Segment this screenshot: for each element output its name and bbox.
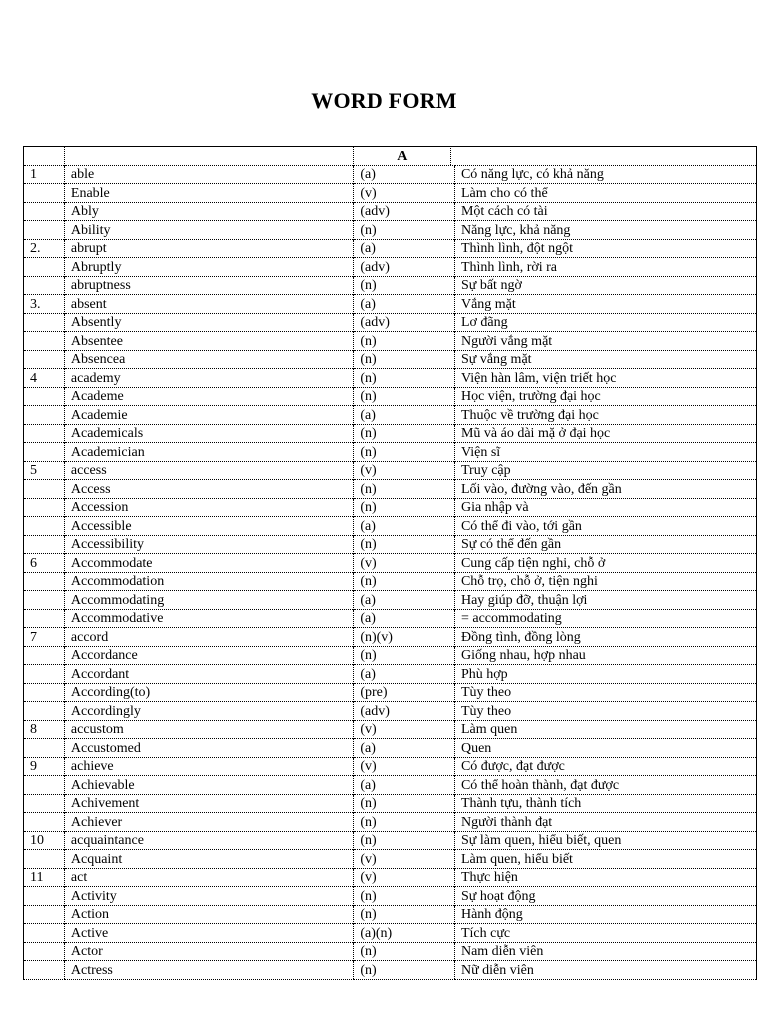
table-row [24, 942, 757, 961]
meaning-cell: Lối vào, đường vào, đến gần [454, 480, 756, 499]
part-of-speech-cell: (v) [354, 868, 455, 887]
entry-number [24, 221, 65, 240]
table-row [24, 443, 757, 462]
entry-number [24, 202, 65, 221]
word-cell: access [64, 461, 353, 480]
part-of-speech-cell: (adv) [354, 202, 455, 221]
table-row [24, 831, 757, 850]
word-cell: Accessible [64, 517, 353, 536]
section-letter: A [397, 148, 408, 164]
table-row [24, 776, 757, 795]
table-row [24, 498, 757, 517]
entry-number: 3. [24, 295, 65, 314]
part-of-speech-cell: (n) [354, 276, 455, 295]
entry-number [24, 184, 65, 203]
entry-number: 2. [24, 239, 65, 258]
header-cell-empty [450, 148, 756, 165]
table-row [24, 591, 757, 610]
meaning-cell: = accommodating [454, 609, 756, 628]
entry-number [24, 350, 65, 369]
word-cell: Academician [64, 443, 353, 462]
table-row [24, 961, 757, 980]
part-of-speech-cell: (a) [354, 517, 455, 536]
part-of-speech-cell: (a) [354, 406, 455, 425]
word-cell: accord [64, 628, 353, 647]
page-title: WORD FORM [311, 88, 457, 113]
meaning-cell: Thuộc về trường đại học [454, 406, 756, 425]
part-of-speech-cell: (v) [354, 757, 455, 776]
meaning-cell: Sự hoạt động [454, 887, 756, 906]
meaning-cell: Người thành đạt [454, 813, 756, 832]
word-cell: Action [64, 905, 353, 924]
meaning-cell: Nam diễn viên [454, 942, 756, 961]
table-row [24, 720, 757, 739]
word-cell: Accommodate [64, 554, 353, 573]
entry-number: 5 [24, 461, 65, 480]
word-cell: According(to) [64, 683, 353, 702]
word-cell: academy [64, 369, 353, 388]
table-row [24, 276, 757, 295]
meaning-cell: Lơ đãng [454, 313, 756, 332]
entry-number [24, 535, 65, 554]
part-of-speech-cell: (a) [354, 776, 455, 795]
part-of-speech-cell: (a) [354, 165, 455, 184]
table-row [24, 258, 757, 277]
meaning-cell: Quen [454, 739, 756, 758]
part-of-speech-cell: (n) [354, 443, 455, 462]
meaning-cell: Thình lình, đột ngột [454, 239, 756, 258]
part-of-speech-cell: (n) [354, 535, 455, 554]
part-of-speech-cell: (n) [354, 387, 455, 406]
entry-number [24, 313, 65, 332]
part-of-speech-cell: (a) [354, 609, 455, 628]
meaning-cell: Năng lực, khả năng [454, 221, 756, 240]
entry-number [24, 887, 65, 906]
table-row [24, 813, 757, 832]
word-cell: Accommodative [64, 609, 353, 628]
word-cell: Actor [64, 942, 353, 961]
meaning-cell: Sự bất ngờ [454, 276, 756, 295]
word-cell: Activity [64, 887, 353, 906]
meaning-cell: Cung cấp tiện nghi, chỗ ở [454, 554, 756, 573]
entry-number [24, 683, 65, 702]
entry-number [24, 776, 65, 795]
meaning-cell: Hay giúp đỡ, thuận lợi [454, 591, 756, 610]
entry-number [24, 258, 65, 277]
meaning-cell: Thình lình, rời ra [454, 258, 756, 277]
meaning-cell: Viện sĩ [454, 443, 756, 462]
meaning-cell: Một cách có tài [454, 202, 756, 221]
meaning-cell: Giống nhau, hợp nhau [454, 646, 756, 665]
part-of-speech-cell: (pre) [354, 683, 455, 702]
part-of-speech-cell: (n) [354, 572, 455, 591]
table-row [24, 868, 757, 887]
meaning-cell: Đồng tình, đồng lòng [454, 628, 756, 647]
table-row [24, 794, 757, 813]
word-cell: Accordance [64, 646, 353, 665]
word-cell: achieve [64, 757, 353, 776]
meaning-cell: Viện hàn lâm, viện triết học [454, 369, 756, 388]
entry-number [24, 813, 65, 832]
part-of-speech-cell: (a) [354, 295, 455, 314]
part-of-speech-cell: (a) [354, 665, 455, 684]
table-row [24, 350, 757, 369]
entry-number [24, 961, 65, 980]
table-row [24, 924, 757, 943]
word-cell: Acquaint [64, 850, 353, 869]
table-row [24, 239, 757, 258]
entry-number [24, 332, 65, 351]
entry-number [24, 443, 65, 462]
table-row [24, 406, 757, 425]
word-cell: accustom [64, 720, 353, 739]
entry-number: 8 [24, 720, 65, 739]
table-row [24, 184, 757, 203]
part-of-speech-cell: (adv) [354, 258, 455, 277]
meaning-cell: Truy cập [454, 461, 756, 480]
part-of-speech-cell: (n) [354, 350, 455, 369]
entry-number: 9 [24, 757, 65, 776]
entry-number [24, 850, 65, 869]
header-cell-empty [64, 147, 353, 166]
word-cell: Accessibility [64, 535, 353, 554]
meaning-cell: Hành động [454, 905, 756, 924]
table-row [24, 628, 757, 647]
entry-number [24, 924, 65, 943]
meaning-cell: Nữ diễn viên [454, 961, 756, 980]
meaning-cell: Có được, đạt được [454, 757, 756, 776]
table-row [24, 757, 757, 776]
table-row [24, 165, 757, 184]
meaning-cell: Có thể đi vào, tới gần [454, 517, 756, 536]
part-of-speech-cell: (v) [354, 184, 455, 203]
word-cell: absent [64, 295, 353, 314]
entry-number [24, 794, 65, 813]
word-cell: Academie [64, 406, 353, 425]
part-of-speech-cell: (n) [354, 961, 455, 980]
meaning-cell: Thực hiện [454, 868, 756, 887]
meaning-cell: Làm cho có thể [454, 184, 756, 203]
meaning-cell: Có năng lực, có khả năng [454, 165, 756, 184]
entry-number [24, 387, 65, 406]
word-cell: Academe [64, 387, 353, 406]
word-cell: Accommodation [64, 572, 353, 591]
table-row [24, 369, 757, 388]
entry-number [24, 276, 65, 295]
meaning-cell: Gia nhập và [454, 498, 756, 517]
table-row [24, 887, 757, 906]
entry-number [24, 702, 65, 721]
table-row [24, 739, 757, 758]
word-cell: Accordant [64, 665, 353, 684]
entry-number [24, 646, 65, 665]
meaning-cell: Sự vắng mặt [454, 350, 756, 369]
part-of-speech-cell: (a) [354, 591, 455, 610]
word-cell: Achiever [64, 813, 353, 832]
table-row [24, 461, 757, 480]
entry-number: 4 [24, 369, 65, 388]
table-row [24, 609, 757, 628]
part-of-speech-cell: (a) [354, 739, 455, 758]
table-row [24, 517, 757, 536]
table-row [24, 683, 757, 702]
meaning-cell: Phù hợp [454, 665, 756, 684]
word-cell: abruptness [64, 276, 353, 295]
meaning-cell: Sự làm quen, hiểu biết, quen [454, 831, 756, 850]
table-row [24, 665, 757, 684]
part-of-speech-cell: (a)(n) [354, 924, 455, 943]
meaning-cell: Có thể hoàn thành, đạt được [454, 776, 756, 795]
header-cell-empty [24, 147, 65, 166]
word-form-table-body [24, 147, 757, 980]
entry-number [24, 424, 65, 443]
part-of-speech-cell: (a) [354, 239, 455, 258]
table-row [24, 387, 757, 406]
part-of-speech-cell: (n) [354, 813, 455, 832]
meaning-cell: Tùy theo [454, 702, 756, 721]
word-cell: Absencea [64, 350, 353, 369]
entry-number [24, 905, 65, 924]
word-cell: act [64, 868, 353, 887]
table-row [24, 202, 757, 221]
word-cell: acquaintance [64, 831, 353, 850]
table-row [24, 535, 757, 554]
word-cell: Access [64, 480, 353, 499]
part-of-speech-cell: (n) [354, 480, 455, 499]
entry-number: 1 [24, 165, 65, 184]
word-cell: Ability [64, 221, 353, 240]
meaning-cell: Chỗ trọ, chỗ ở, tiện nghi [454, 572, 756, 591]
meaning-cell: Mũ và áo dài mặ ở đại học [454, 424, 756, 443]
word-cell: Accordingly [64, 702, 353, 721]
table-row [24, 313, 757, 332]
word-cell: Achievable [64, 776, 353, 795]
meaning-cell: Làm quen [454, 720, 756, 739]
part-of-speech-cell: (n) [354, 942, 455, 961]
table-row [24, 332, 757, 351]
part-of-speech-cell: (n) [354, 424, 455, 443]
meaning-cell: Học viện, trường đại học [454, 387, 756, 406]
part-of-speech-cell: (n) [354, 887, 455, 906]
word-cell: Enable [64, 184, 353, 203]
part-of-speech-cell: (n) [354, 794, 455, 813]
table-row [24, 295, 757, 314]
word-cell: Accession [64, 498, 353, 517]
word-cell: Accustomed [64, 739, 353, 758]
part-of-speech-cell: (n) [354, 905, 455, 924]
word-cell: Absently [64, 313, 353, 332]
meaning-cell: Thành tựu, thành tích [454, 794, 756, 813]
part-of-speech-cell: (n)(v) [354, 628, 455, 647]
part-of-speech-cell: (n) [354, 646, 455, 665]
entry-number [24, 406, 65, 425]
meaning-cell: Tùy theo [454, 683, 756, 702]
word-cell: Absentee [64, 332, 353, 351]
word-cell: abrupt [64, 239, 353, 258]
part-of-speech-cell: (v) [354, 720, 455, 739]
meaning-cell: Người vắng mặt [454, 332, 756, 351]
entry-number: 10 [24, 831, 65, 850]
part-of-speech-cell: (n) [354, 498, 455, 517]
part-of-speech-cell: (v) [354, 554, 455, 573]
table-row [24, 646, 757, 665]
table-row [24, 702, 757, 721]
part-of-speech-cell: (v) [354, 850, 455, 869]
table-row [24, 572, 757, 591]
meaning-cell: Làm quen, hiểu biết [454, 850, 756, 869]
word-cell: able [64, 165, 353, 184]
word-form-table [23, 146, 757, 980]
entry-number [24, 591, 65, 610]
meaning-cell: Vắng mặt [454, 295, 756, 314]
table-row [24, 480, 757, 499]
section-header-row [24, 147, 757, 166]
table-row [24, 905, 757, 924]
meaning-cell: Sự có thể đến gần [454, 535, 756, 554]
entry-number [24, 572, 65, 591]
word-cell: Actress [64, 961, 353, 980]
word-cell: Active [64, 924, 353, 943]
part-of-speech-cell: (n) [354, 332, 455, 351]
word-cell: Achivement [64, 794, 353, 813]
part-of-speech-cell: (v) [354, 461, 455, 480]
part-of-speech-cell: (n) [354, 221, 455, 240]
entry-number: 11 [24, 868, 65, 887]
entry-number [24, 739, 65, 758]
entry-number [24, 498, 65, 517]
header-cell-letter [354, 147, 757, 166]
entry-number: 6 [24, 554, 65, 573]
part-of-speech-cell: (n) [354, 831, 455, 850]
part-of-speech-cell: (n) [354, 369, 455, 388]
meaning-cell: Tích cực [454, 924, 756, 943]
entry-number [24, 517, 65, 536]
word-cell: Ably [64, 202, 353, 221]
table-row [24, 850, 757, 869]
entry-number [24, 942, 65, 961]
part-of-speech-cell: (adv) [354, 313, 455, 332]
table-row [24, 424, 757, 443]
word-cell: Abruptly [64, 258, 353, 277]
entry-number [24, 665, 65, 684]
entry-number [24, 609, 65, 628]
entry-number: 7 [24, 628, 65, 647]
table-row [24, 221, 757, 240]
part-of-speech-cell: (adv) [354, 702, 455, 721]
word-cell: Accommodating [64, 591, 353, 610]
word-cell: Academicals [64, 424, 353, 443]
table-row [24, 554, 757, 573]
entry-number [24, 480, 65, 499]
